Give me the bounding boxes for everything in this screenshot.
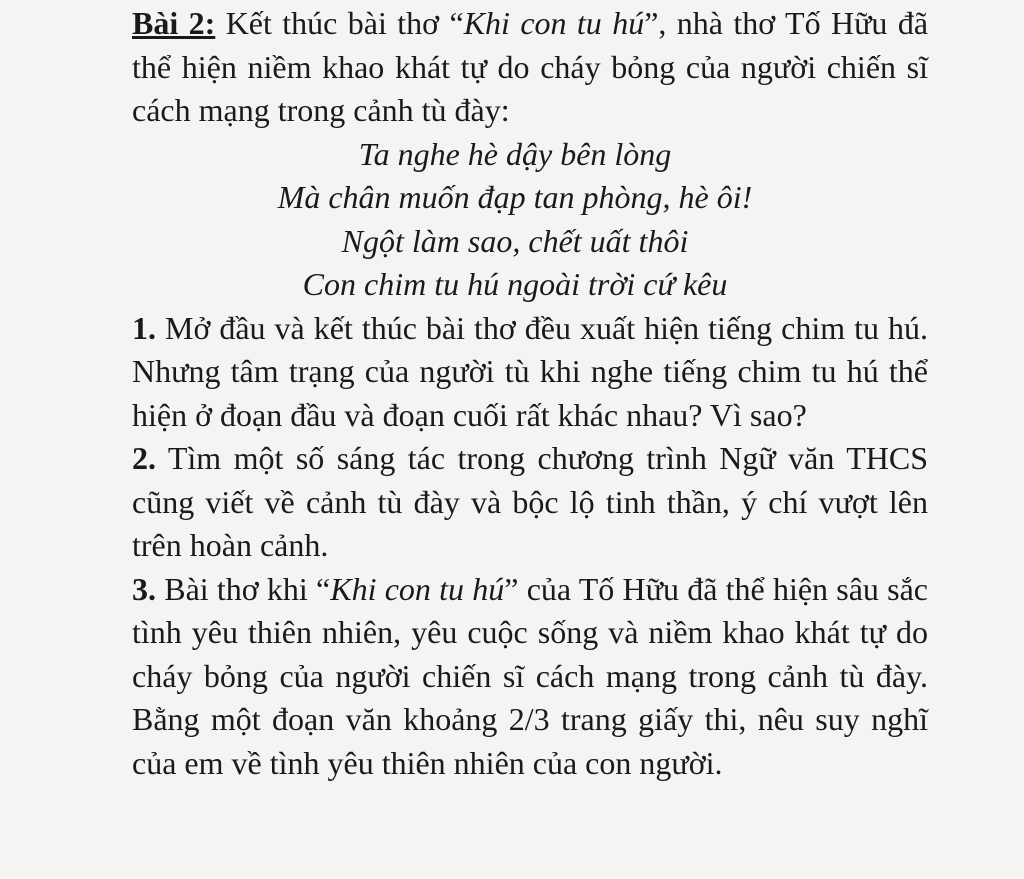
question-3 [132,568,928,786]
poem-title-ref: Khi con tu hú [330,570,505,607]
exercise-label: Bài 2: [132,5,216,41]
question-text-before: Bài thơ khi “ [156,570,331,607]
question-1 [132,307,928,438]
poem-line: Ta nghe hè dậy bên lòng [358,135,672,172]
exercise-intro [132,2,928,133]
question-2 [132,437,928,568]
intro-text-before: Kết thúc bài thơ “ [215,5,464,41]
intro-text-after: ”, nhà thơ Tố Hữu đã thể hiện niềm khao khát tự do cháy bỏng của người chiến sĩ cách mạng trong cảnh tù đày: [132,5,929,128]
question-number: 3. [132,570,156,607]
question-text: Mở đầu và kết thúc bài thơ đều xuất hiện tiếng chim tu hú. Nhưng tâm trạng của người tù khi nghe tiếng chim tu hú thể hiện ở đoạn đầu và đoạn cuối rất khác nhau? Vì sao? [132,309,928,433]
poem-excerpt [132,133,928,307]
question-text: Tìm một số sáng tác trong chương trình Ngữ văn THCS cũng viết về cảnh tù đày và bộc lộ tinh thần, ý chí vượt lên trên hoàn cảnh. [132,440,928,563]
poem-title-ref: Khi con tu hú [463,5,645,41]
question-text-after: ” của Tố Hữu đã thể hiện sâu sắc tình yêu thiên nhiên, yêu cuộc sống và niềm khao khát tự do cháy bỏng của người chiến sĩ cách mạng trong cảnh tù đày. Bằng một đoạn văn khoảng 2/3 trang giấy thi, nêu suy nghĩ của em về tình yêu thiên nhiên của con người. [132,570,929,781]
poem-line: Con chim tu hú ngoài trời cứ kêu [302,266,728,302]
question-number: 2. [132,440,156,476]
question-number: 1. [132,309,156,346]
poem-line: Mà chân muốn đạp tan phòng, hè ôi! [277,179,753,215]
poem-line: Ngột làm sao, chết uất thôi [341,222,689,259]
